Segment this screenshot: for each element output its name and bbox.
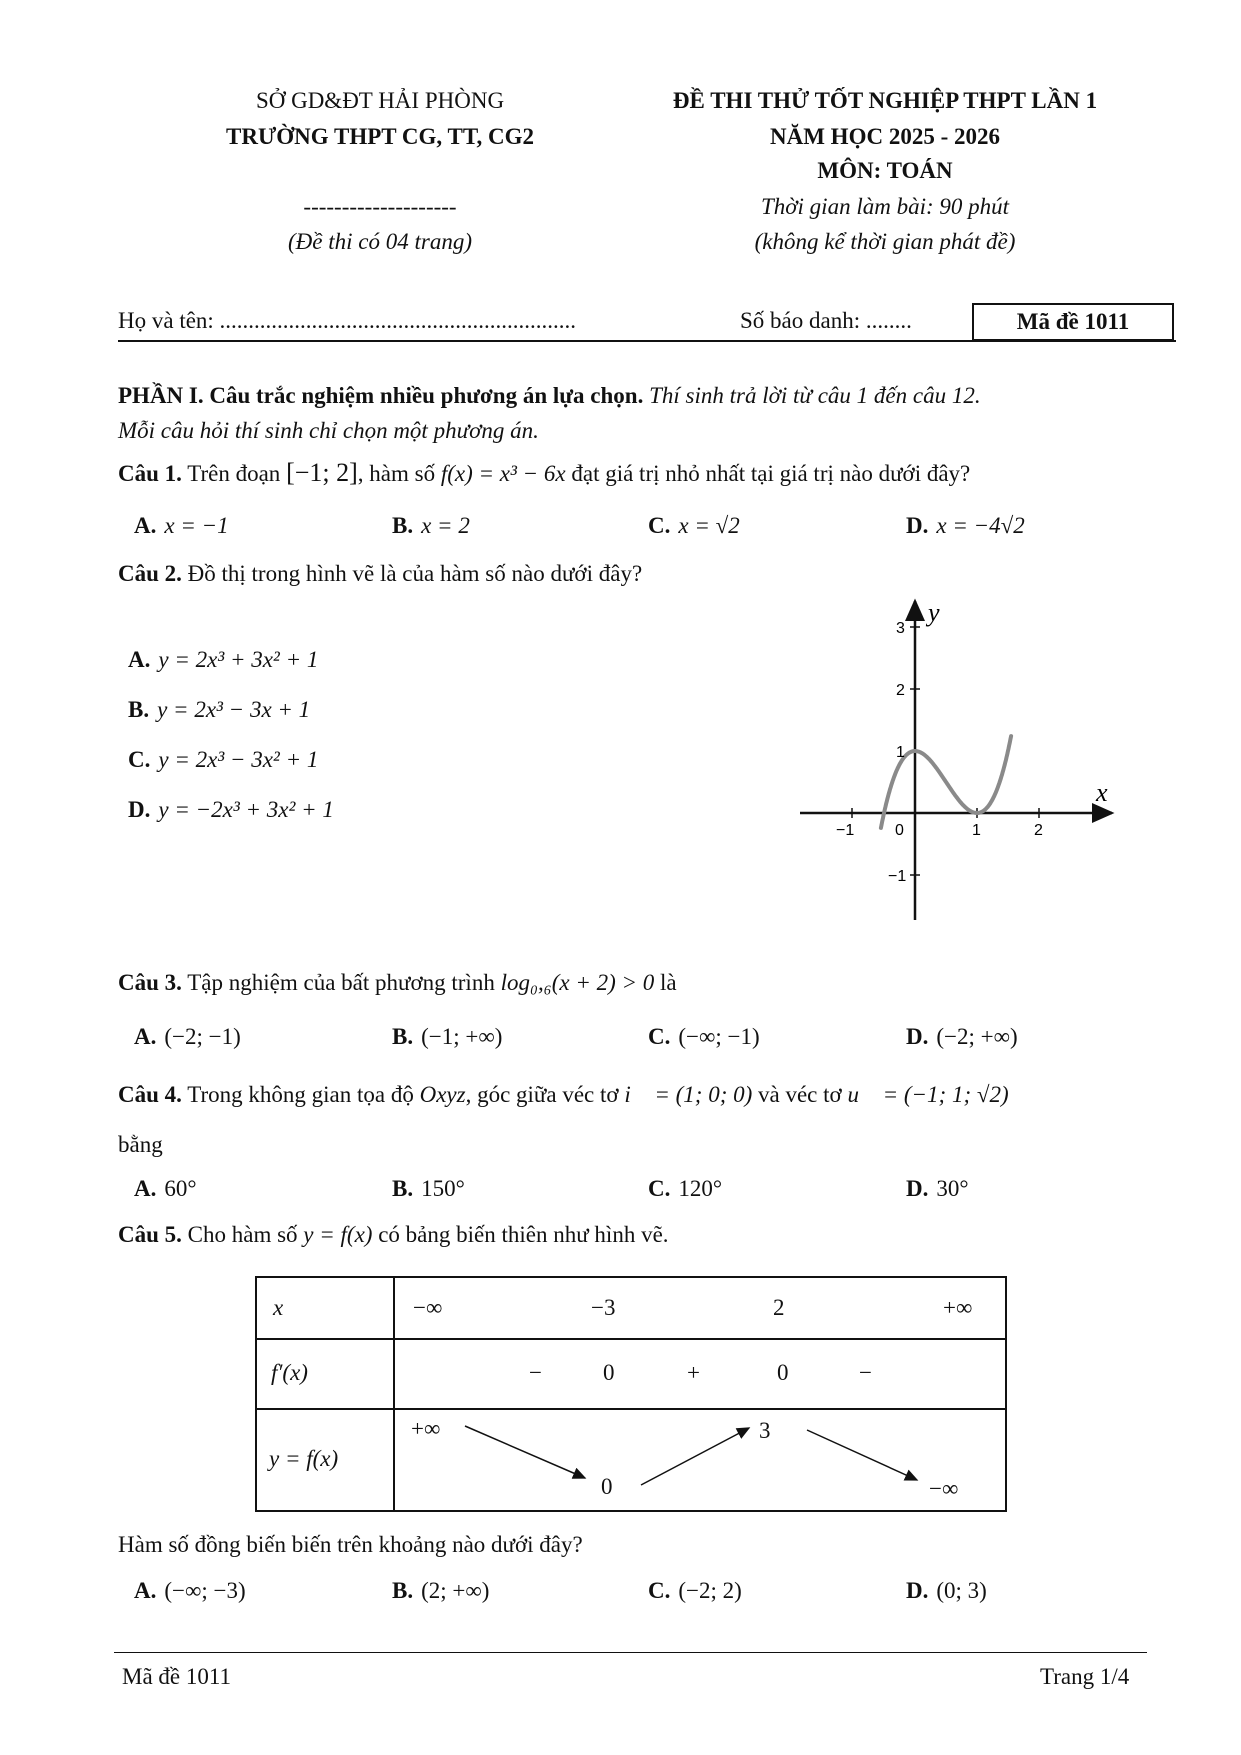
y-value: 3 — [759, 1418, 771, 1443]
x-value: −3 — [591, 1295, 616, 1320]
q1-text-c: đạt giá trị nhỏ nhất tại giá trị nào dưới đây? — [565, 461, 971, 486]
y-tick-label: −1 — [888, 868, 907, 885]
footer-separator — [114, 1652, 1147, 1653]
q2-option-a[interactable] — [128, 647, 318, 673]
x-tick-label: 1 — [972, 822, 981, 839]
q5-option-a[interactable] — [134, 1578, 246, 1604]
y-tick-label: 2 — [896, 682, 905, 699]
q2-option-d[interactable] — [128, 797, 334, 823]
q1-function: f(x) = x³ − 6x — [440, 461, 566, 486]
q3-expression: log₀,₆(x + 2) > 0 — [500, 970, 655, 995]
q5-text-a: Cho hàm số — [181, 1222, 304, 1247]
q5-option-d[interactable] — [906, 1578, 987, 1604]
q4-oxyz: Oxyz — [419, 1082, 466, 1107]
q4-option-a[interactable] — [134, 1176, 197, 1202]
q2-option-a-label: A. — [128, 647, 151, 672]
part1-heading — [118, 383, 981, 409]
q5-option-b-text: (2; +∞) — [421, 1578, 490, 1603]
q4-option-b-label: B. — [392, 1176, 414, 1201]
q2-option-c-text: y = 2x³ − 3x² + 1 — [158, 747, 319, 772]
q2-option-d-label: D. — [128, 797, 151, 822]
q3-option-b-text: (−1; +∞) — [421, 1024, 503, 1049]
row-y-values — [394, 1409, 1006, 1511]
q5-option-c[interactable] — [648, 1578, 742, 1604]
q5-option-d-label: D. — [906, 1578, 929, 1603]
q3-option-c-text: (−∞; −1) — [678, 1024, 760, 1049]
variation-table — [255, 1276, 1007, 1512]
fp-sign: − — [859, 1360, 872, 1385]
row-x-values — [394, 1277, 1006, 1339]
school-year: NĂM HỌC 2025 - 2026 — [770, 124, 1000, 149]
q4-text-b: , góc giữa véc tơ — [465, 1082, 625, 1107]
exam-code-box: Mã đề 1011 — [972, 303, 1174, 341]
q3-option-d-text: (−2; +∞) — [936, 1024, 1018, 1049]
q3-option-c[interactable] — [648, 1024, 760, 1050]
q4-vector-i: i⃗ = (1; 0; 0) — [624, 1082, 753, 1107]
q4-option-b[interactable] — [392, 1176, 465, 1202]
y-value: +∞ — [411, 1416, 441, 1441]
row-fp-label: f′(x) — [271, 1360, 308, 1385]
q3-option-c-label: C. — [648, 1024, 671, 1049]
q3-option-b[interactable] — [392, 1024, 502, 1050]
q3-option-d[interactable] — [906, 1024, 1018, 1050]
q1-option-b[interactable] — [392, 513, 470, 539]
variation-arrows — [395, 1410, 995, 1510]
q2-text: Đồ thị trong hình vẽ là của hàm số nào dưới đây? — [181, 561, 643, 586]
part1-instruction: Thí sinh trả lời từ câu 1 đến câu 12. — [643, 383, 981, 408]
q1-option-d-text: x = −4√2 — [936, 513, 1025, 538]
q4-option-c-label: C. — [648, 1176, 671, 1201]
q1-option-c-label: C. — [648, 513, 671, 538]
exam-duration: Thời gian làm bài: 90 phút — [760, 194, 1010, 219]
x-tick-label: −1 — [836, 822, 855, 839]
row-x-header — [256, 1277, 394, 1339]
q4-option-d-label: D. — [906, 1176, 929, 1201]
q1-option-b-text: x = 2 — [421, 513, 470, 538]
q2-option-a-text: y = 2x³ + 3x² + 1 — [158, 647, 319, 672]
q3-text-b: là — [654, 970, 677, 995]
fp-sign: − — [529, 1360, 542, 1385]
x-tick-label: 0 — [895, 822, 904, 839]
x-value: −∞ — [413, 1295, 443, 1320]
q1-interval: [−1; 2] — [286, 458, 358, 487]
q4-option-a-label: A. — [134, 1176, 157, 1201]
q5-label: Câu 5. — [118, 1222, 182, 1247]
school-name: TRƯỜNG THPT CG, TT, CG2 — [226, 124, 534, 149]
question-2 — [118, 561, 642, 587]
q1-option-c-text: x = √2 — [678, 513, 740, 538]
candidate-number-field: Số báo danh: ........ — [740, 308, 912, 333]
student-name-field: Họ và tên: .............................................................. — [118, 308, 577, 333]
increase-arrow — [641, 1428, 749, 1485]
q5-option-c-text: (−2; 2) — [678, 1578, 742, 1603]
q1-option-a[interactable] — [134, 513, 229, 539]
y-value: −∞ — [929, 1476, 959, 1501]
row-y-label: y = f(x) — [269, 1446, 339, 1471]
decrease-arrow — [465, 1426, 585, 1478]
fp-zero: 0 — [777, 1360, 789, 1385]
row-fp-values — [394, 1339, 1006, 1409]
q5-text-b: có bảng biến thiên như hình vẽ. — [372, 1222, 669, 1247]
subject: MÔN: TOÁN — [817, 158, 953, 183]
row-x-label: x — [273, 1295, 284, 1320]
question-1 — [118, 458, 970, 488]
x-axis-label: x — [1096, 778, 1108, 807]
exam-title: ĐỀ THI THỬ TỐT NGHIỆP THPT LẦN 1 — [672, 88, 1098, 113]
y-tick-label: 1 — [896, 744, 905, 761]
fp-sign: + — [687, 1360, 700, 1385]
y-axis-label: y — [928, 598, 940, 627]
duration-note: (không kể thời gian phát đề) — [754, 229, 1016, 254]
q5-option-a-text: (−∞; −3) — [164, 1578, 246, 1603]
q2-option-b-label: B. — [128, 697, 150, 722]
q2-graph — [780, 595, 1120, 925]
question-3 — [118, 970, 677, 996]
q4-text-continued: bằng — [118, 1132, 163, 1157]
q3-option-a-label: A. — [134, 1024, 157, 1049]
q4-vector-u: u⃗ = (−1; 1; √2) — [847, 1082, 1009, 1107]
q4-option-b-text: 150° — [421, 1176, 465, 1201]
q2-option-d-text: y = −2x³ + 3x² + 1 — [158, 797, 334, 822]
q1-option-a-text: x = −1 — [164, 513, 229, 538]
q4-option-a-text: 60° — [164, 1176, 197, 1201]
decrease-arrow — [807, 1430, 917, 1480]
question-4 — [118, 1082, 1009, 1108]
q3-option-b-label: B. — [392, 1024, 414, 1049]
q3-option-a[interactable] — [134, 1024, 241, 1050]
y-tick-label: 3 — [896, 620, 905, 637]
q5-option-a-label: A. — [134, 1578, 157, 1603]
q5-option-b[interactable] — [392, 1578, 489, 1604]
q1-option-d-label: D. — [906, 513, 929, 538]
q1-option-d[interactable] — [906, 513, 1025, 539]
x-value: +∞ — [943, 1295, 973, 1320]
q1-option-a-label: A. — [134, 513, 157, 538]
q1-label: Câu 1. — [118, 461, 182, 486]
q3-label: Câu 3. — [118, 970, 182, 995]
q4-option-d[interactable] — [906, 1176, 969, 1202]
part1-title: PHẦN I. Câu trắc nghiệm nhiều phương án lựa chọn. — [118, 383, 644, 408]
q5-option-b-label: B. — [392, 1578, 414, 1603]
q5-question: Hàm số đồng biến biến trên khoảng nào dưới đây? — [118, 1532, 583, 1557]
q3-option-a-text: (−2; −1) — [164, 1024, 241, 1049]
q5-option-d-text: (0; 3) — [936, 1578, 987, 1603]
header-dashes: -------------------- — [303, 194, 457, 219]
footer-page-number: Trang 1/4 — [1040, 1664, 1130, 1689]
q4-option-c-text: 120° — [678, 1176, 723, 1201]
part1-instruction-2: Mỗi câu hỏi thí sinh chỉ chọn một phương án. — [118, 418, 539, 443]
q3-text-a: Tập nghiệm của bất phương trình — [181, 970, 501, 995]
q1-text-b: , hàm số — [357, 461, 441, 486]
q1-option-b-label: B. — [392, 513, 414, 538]
q1-text-a: Trên đoạn — [181, 461, 287, 486]
row-y-header — [256, 1409, 394, 1511]
x-value: 2 — [773, 1295, 785, 1320]
q1-option-c[interactable] — [648, 513, 740, 539]
fp-zero: 0 — [603, 1360, 615, 1385]
question-5 — [118, 1222, 669, 1248]
q5-option-c-label: C. — [648, 1578, 671, 1603]
q4-text-c: và véc tơ — [752, 1082, 848, 1107]
q4-option-c[interactable] — [648, 1176, 722, 1202]
x-tick-label: 2 — [1034, 822, 1043, 839]
q2-label: Câu 2. — [118, 561, 182, 586]
q5-function: y = f(x) — [303, 1222, 373, 1247]
q4-text-a: Trong không gian tọa độ — [181, 1082, 420, 1107]
page-count-note: (Đề thi có 04 trang) — [288, 229, 472, 254]
q2-option-c[interactable] — [128, 747, 318, 773]
q2-option-b[interactable] — [128, 697, 310, 723]
q4-option-d-text: 30° — [936, 1176, 969, 1201]
q4-label: Câu 4. — [118, 1082, 182, 1107]
q2-option-b-text: y = 2x³ − 3x + 1 — [157, 697, 311, 722]
department-name: SỞ GD&ĐT HẢI PHÒNG — [255, 88, 505, 113]
q2-option-c-label: C. — [128, 747, 151, 772]
row-fp-header — [256, 1339, 394, 1409]
q3-option-d-label: D. — [906, 1024, 929, 1049]
y-value: 0 — [601, 1474, 613, 1499]
footer-exam-code: Mã đề 1011 — [122, 1664, 232, 1689]
